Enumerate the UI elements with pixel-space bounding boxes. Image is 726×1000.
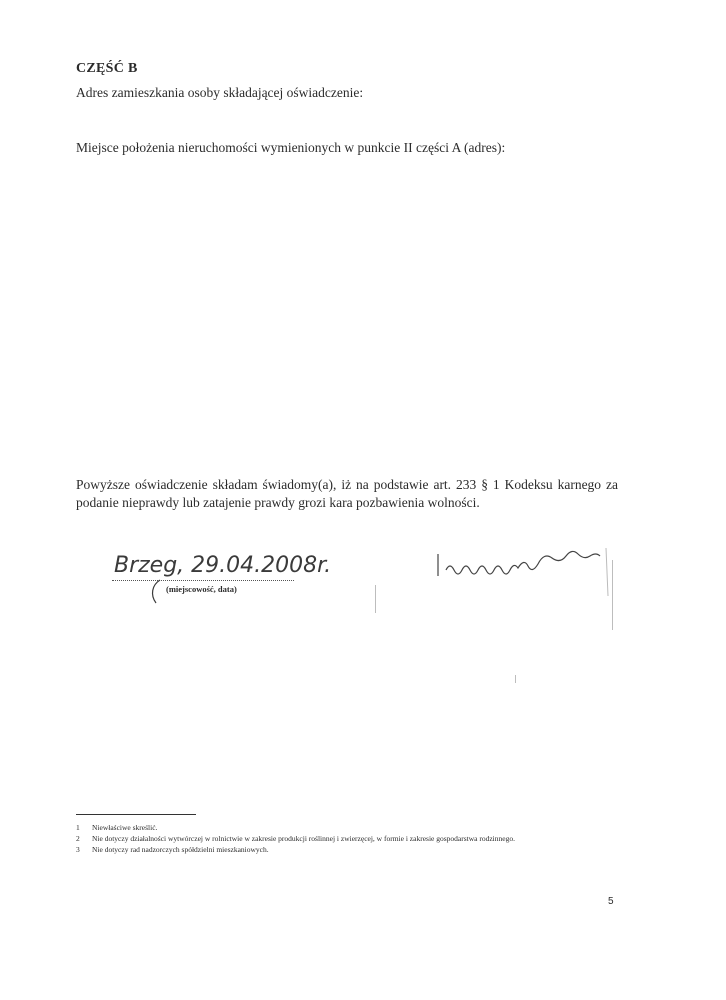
footnote-item: [76, 833, 515, 844]
scan-artifact: [375, 585, 376, 613]
signature: [430, 540, 630, 610]
address-label: Adres zamieszkania osoby składającej oświadczenie:: [76, 85, 364, 100]
scan-artifact: [515, 675, 516, 683]
footnote-text: Niewłaściwe skreślić.: [92, 823, 158, 832]
footnotes: [76, 822, 515, 855]
footnote-number: 2: [76, 834, 80, 843]
footnote-divider: [76, 814, 196, 815]
footnote-item: [76, 822, 515, 833]
section-heading: CZĘŚĆ B: [76, 61, 138, 76]
scan-artifact: [612, 560, 613, 630]
footnote-number: 3: [76, 845, 80, 854]
page-number: 5: [608, 896, 614, 907]
footnote-text: Nie dotyczy rad nadzorczych spółdzielni mieszkaniowych.: [92, 845, 269, 854]
handwritten-bracket-mark: [150, 579, 162, 605]
place-date-dotted-line: [112, 580, 294, 581]
handwritten-place-date-text: Brzeg, 29.04.2008r.: [114, 553, 332, 578]
footnote-number: 1: [76, 823, 80, 832]
property-location-label: Miejsce położenia nieruchomości wymienionych w punkcie II części A (adres):: [76, 140, 506, 155]
statement-text: Powyższe oświadczenie składam świadomy(a), iż na podstawie art. 233 § 1 Kodeksu karnego za podanie nieprawdy lub zatajenie prawdy grozi kara pozbawienia wolności.: [76, 477, 618, 510]
footnote-item: [76, 844, 515, 855]
place-date-caption: (miejscowość, data): [166, 584, 237, 594]
footnote-text: Nie dotyczy działalności wytwórczej w rolnictwie w zakresie produkcji roślinnej i zwierzęcej, w formie i zakresie gospodarstwa rodzinnego.: [92, 834, 515, 843]
handwritten-place-date: [112, 548, 332, 588]
